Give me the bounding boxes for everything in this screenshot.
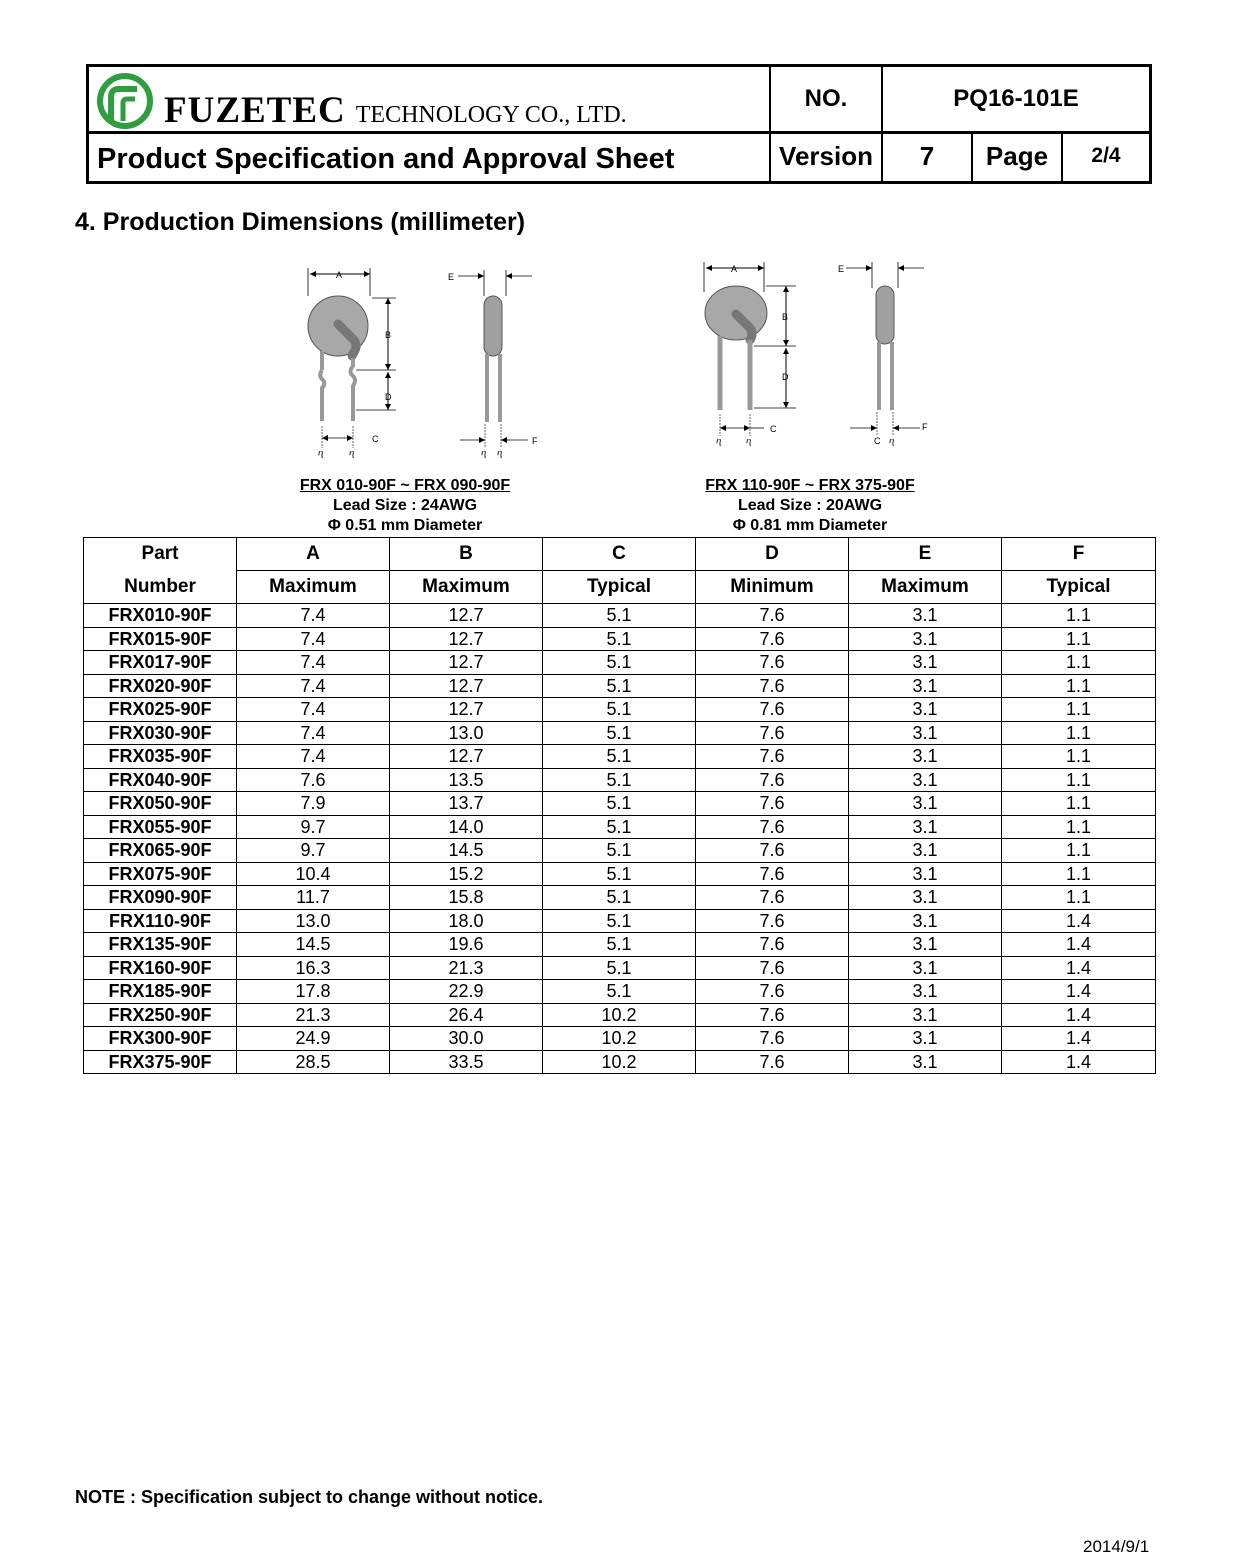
part-number-cell: FRX025-90F [84,698,237,722]
dimension-cell: 1.4 [1002,956,1156,980]
table-row [84,745,1156,769]
dimension-cell: 7.6 [696,980,849,1004]
dimension-cell: 1.1 [1002,674,1156,698]
dimension-cell: 5.1 [543,768,696,792]
dimension-cell: 1.1 [1002,745,1156,769]
dimension-cell: 7.4 [237,721,390,745]
header-part: Part [84,538,237,571]
dimension-cell: 7.6 [696,745,849,769]
dimension-cell: 1.4 [1002,909,1156,933]
table-header-row-1 [84,538,1156,571]
dim-e-label-2: E [838,264,845,274]
header-c-type: Typical [543,571,696,604]
left-front-diagram [296,266,406,462]
dimension-cell: 13.0 [237,909,390,933]
part-number-cell: FRX110-90F [84,909,237,933]
dimension-cell: 5.1 [543,839,696,863]
header-d-type: Minimum [696,571,849,604]
dimension-cell: 5.1 [543,627,696,651]
header-d: D [696,538,849,571]
dimension-cell: 5.1 [543,698,696,722]
dimension-cell: 15.2 [390,862,543,886]
dimension-cell: 3.1 [849,839,1002,863]
dimension-cell: 7.6 [696,815,849,839]
table-row [84,1050,1156,1074]
header-e-type: Maximum [849,571,1002,604]
dimension-cell: 12.7 [390,674,543,698]
dimension-cell: 13.0 [390,721,543,745]
table-row [84,956,1156,980]
dimension-cell: 5.1 [543,980,696,1004]
table-row [84,792,1156,816]
dimension-cell: 7.6 [696,1050,849,1074]
dim-c-label-side: C [874,436,881,446]
dimension-cell: 7.6 [696,698,849,722]
dimension-cell: 12.7 [390,745,543,769]
note-text: NOTE : Specification subject to change without notice. [75,1487,544,1507]
dimension-cell: 7.9 [237,792,390,816]
dimension-cell: 3.1 [849,604,1002,628]
header-a-type: Maximum [237,571,390,604]
dim-d-label: D [385,392,392,402]
dimension-cell: 5.1 [543,745,696,769]
dimension-cell: 5.1 [543,604,696,628]
dimension-cell: 33.5 [390,1050,543,1074]
dimension-cell: 12.7 [390,627,543,651]
dimension-cell: 10.4 [237,862,390,886]
part-number-cell: FRX015-90F [84,627,237,651]
company-main: FUZETEC [164,90,346,131]
dim-f-label: F [532,436,538,446]
part-number-cell: FRX160-90F [84,956,237,980]
svg-text:ⴄ: ⴄ [349,448,355,458]
dimension-cell: 3.1 [849,815,1002,839]
dimension-cell: 10.2 [543,1050,696,1074]
dimension-cell: 1.4 [1002,1050,1156,1074]
dimension-cell: 5.1 [543,651,696,675]
dimension-cell: 3.1 [849,886,1002,910]
document-date: 2014/9/1 [1083,1537,1150,1556]
table-row [84,768,1156,792]
dimension-cell: 9.7 [237,839,390,863]
dimension-cell: 7.6 [696,792,849,816]
dimension-cell: 1.1 [1002,651,1156,675]
dimension-cell: 7.6 [696,886,849,910]
dimension-cell: 9.7 [237,815,390,839]
part-number-cell: FRX050-90F [84,792,237,816]
dimension-cell: 5.1 [543,862,696,886]
svg-text:ⴄ: ⴄ [889,436,895,446]
dimension-cell: 7.6 [696,768,849,792]
dimension-cell: 7.6 [237,768,390,792]
dimension-cell: 1.4 [1002,1003,1156,1027]
right-series: FRX 110-90F ~ FRX 375-90F [705,477,915,494]
dimension-cell: 7.6 [696,721,849,745]
company-logo [91,73,161,134]
sheet-title: Product Specification and Approval Sheet [97,143,675,175]
dimension-cell: 21.3 [237,1003,390,1027]
dimension-cell: 3.1 [849,956,1002,980]
dimension-cell: 13.7 [390,792,543,816]
table-row [84,674,1156,698]
dimension-cell: 7.4 [237,604,390,628]
table-header-row-2 [84,571,1156,604]
header-a: A [237,538,390,571]
table-row [84,1027,1156,1051]
svg-text:ⴄ: ⴄ [497,448,503,458]
dim-e-label: E [448,272,455,282]
table-row [84,1003,1156,1027]
dimension-cell: 3.1 [849,1050,1002,1074]
dimension-cell: 3.1 [849,909,1002,933]
table-row [84,651,1156,675]
part-number-cell: FRX185-90F [84,980,237,1004]
part-number-cell: FRX040-90F [84,768,237,792]
dimension-cell: 7.6 [696,1003,849,1027]
left-side-diagram [446,266,546,462]
table-row [84,980,1156,1004]
svg-text:ⴄ: ⴄ [716,436,722,446]
dimension-cell: 16.3 [237,956,390,980]
company-name [164,89,627,132]
header-b-type: Maximum [390,571,543,604]
left-series: FRX 010-90F ~ FRX 090-90F [299,477,511,494]
dimension-cell: 17.8 [237,980,390,1004]
dim-d-label-2: D [782,372,789,382]
dimension-cell: 5.1 [543,721,696,745]
dimension-cell: 3.1 [849,1003,1002,1027]
table-row [84,627,1156,651]
dim-c-label-2: C [770,424,777,434]
dimension-cell: 1.1 [1002,792,1156,816]
dimension-cell: 5.1 [543,956,696,980]
table-row [84,839,1156,863]
dim-a-label-2: A [731,264,738,274]
part-number-cell: FRX375-90F [84,1050,237,1074]
header-f-type: Typical [1002,571,1156,604]
version-value: 7 [919,140,935,171]
table-row [84,604,1156,628]
table-row [84,886,1156,910]
no-value: PQ16-101E [953,85,1079,112]
header-e: E [849,538,1002,571]
dimension-cell: 13.5 [390,768,543,792]
company-sub: TECHNOLOGY CO., LTD. [355,102,627,128]
dimension-cell: 1.1 [1002,768,1156,792]
dimension-cell: 30.0 [390,1027,543,1051]
dimension-cell: 14.0 [390,815,543,839]
table-row [84,698,1156,722]
right-diameter: Φ 0.81 mm Diameter [732,517,888,534]
dimension-cell: 3.1 [849,862,1002,886]
part-number-cell: FRX065-90F [84,839,237,863]
dimension-cell: 3.1 [849,721,1002,745]
left-caption [250,476,560,536]
dimension-cell: 28.5 [237,1050,390,1074]
dimension-cell: 7.6 [696,604,849,628]
dimension-cell: 3.1 [849,674,1002,698]
dimension-cell: 3.1 [849,792,1002,816]
header-b: B [390,538,543,571]
dim-b-label-2: B [782,312,789,322]
dimension-cell: 1.1 [1002,604,1156,628]
dimension-cell: 14.5 [390,839,543,863]
dimension-cell: 14.5 [237,933,390,957]
dimension-cell: 24.9 [237,1027,390,1051]
part-number-cell: FRX250-90F [84,1003,237,1027]
header-box [86,64,1152,184]
svg-text:ⴄ: ⴄ [746,436,752,446]
dimension-cell: 7.4 [237,651,390,675]
dimension-cell: 1.1 [1002,698,1156,722]
dimension-cell: 3.1 [849,933,1002,957]
part-number-cell: FRX010-90F [84,604,237,628]
dimension-cell: 5.1 [543,674,696,698]
header-number: Number [84,571,237,604]
no-label: NO. [804,85,848,112]
part-number-cell: FRX035-90F [84,745,237,769]
part-number-cell: FRX300-90F [84,1027,237,1051]
svg-text:ⴄ: ⴄ [481,448,487,458]
dimension-cell: 1.4 [1002,980,1156,1004]
right-caption [660,476,960,536]
dimension-cell: 1.1 [1002,862,1156,886]
dimension-cell: 1.4 [1002,933,1156,957]
dimension-cell: 3.1 [849,698,1002,722]
part-number-cell: FRX075-90F [84,862,237,886]
svg-text:ⴄ: ⴄ [318,448,324,458]
table-row [84,815,1156,839]
dimension-cell: 7.6 [696,674,849,698]
dimension-cell: 5.1 [543,909,696,933]
dimension-cell: 12.7 [390,698,543,722]
part-number-cell: FRX135-90F [84,933,237,957]
dimension-cell: 12.7 [390,651,543,675]
dimension-cell: 5.1 [543,792,696,816]
table-row [84,862,1156,886]
dim-c-label: C [372,434,379,444]
left-diameter: Φ 0.51 mm Diameter [327,517,483,534]
right-lead-size: Lead Size : 20AWG [737,497,883,514]
dimension-cell: 18.0 [390,909,543,933]
dim-a-label: A [336,270,343,280]
dimension-cell: 3.1 [849,745,1002,769]
dimension-cell: 7.6 [696,627,849,651]
part-number-cell: FRX017-90F [84,651,237,675]
version-label: Version [779,140,873,171]
header-f: F [1002,538,1156,571]
part-number-cell: FRX020-90F [84,674,237,698]
table-row [84,933,1156,957]
dimension-cell: 7.4 [237,674,390,698]
page-label: Page [985,140,1049,171]
dimension-cell: 10.2 [543,1027,696,1051]
dimension-cell: 19.6 [390,933,543,957]
dimension-cell: 7.4 [237,627,390,651]
right-front-diagram [700,258,810,448]
dimension-cell: 5.1 [543,933,696,957]
dim-b-label: B [385,330,392,340]
dimension-cell: 7.6 [696,862,849,886]
dimension-cell: 15.8 [390,886,543,910]
dimension-cell: 1.1 [1002,815,1156,839]
dimension-cell: 7.6 [696,651,849,675]
dimension-cell: 1.1 [1002,627,1156,651]
dimension-cell: 22.9 [390,980,543,1004]
table-row [84,909,1156,933]
dimension-cell: 7.6 [696,839,849,863]
part-number-cell: FRX090-90F [84,886,237,910]
part-number-cell: FRX055-90F [84,815,237,839]
left-lead-size: Lead Size : 24AWG [332,497,478,514]
dimension-cell: 26.4 [390,1003,543,1027]
dimension-cell: 3.1 [849,627,1002,651]
dimension-cell: 1.4 [1002,1027,1156,1051]
dimension-cell: 10.2 [543,1003,696,1027]
dimension-cell: 21.3 [390,956,543,980]
header-c: C [543,538,696,571]
dimension-cell: 3.1 [849,651,1002,675]
page-value: 2/4 [1091,144,1121,167]
dimension-cell: 12.7 [390,604,543,628]
dimension-cell: 3.1 [849,980,1002,1004]
dim-f-label-2: F [922,422,928,432]
table-row [84,721,1156,745]
right-side-diagram [836,258,936,448]
dimension-cell: 7.6 [696,933,849,957]
section-title: 4. Production Dimensions (millimeter) [75,208,526,236]
dimensions-table [83,537,1156,1074]
dimension-cell: 7.6 [696,1027,849,1051]
dimension-cell: 7.4 [237,698,390,722]
dimension-cell: 1.1 [1002,839,1156,863]
dimension-cell: 7.6 [696,909,849,933]
part-number-cell: FRX030-90F [84,721,237,745]
dimension-cell: 7.4 [237,745,390,769]
dimension-cell: 5.1 [543,815,696,839]
dimension-cell: 7.6 [696,956,849,980]
dimension-cell: 11.7 [237,886,390,910]
dimension-cell: 3.1 [849,1027,1002,1051]
dimension-cell: 3.1 [849,768,1002,792]
dimension-cell: 1.1 [1002,886,1156,910]
dimension-cell: 5.1 [543,886,696,910]
dimension-cell: 1.1 [1002,721,1156,745]
